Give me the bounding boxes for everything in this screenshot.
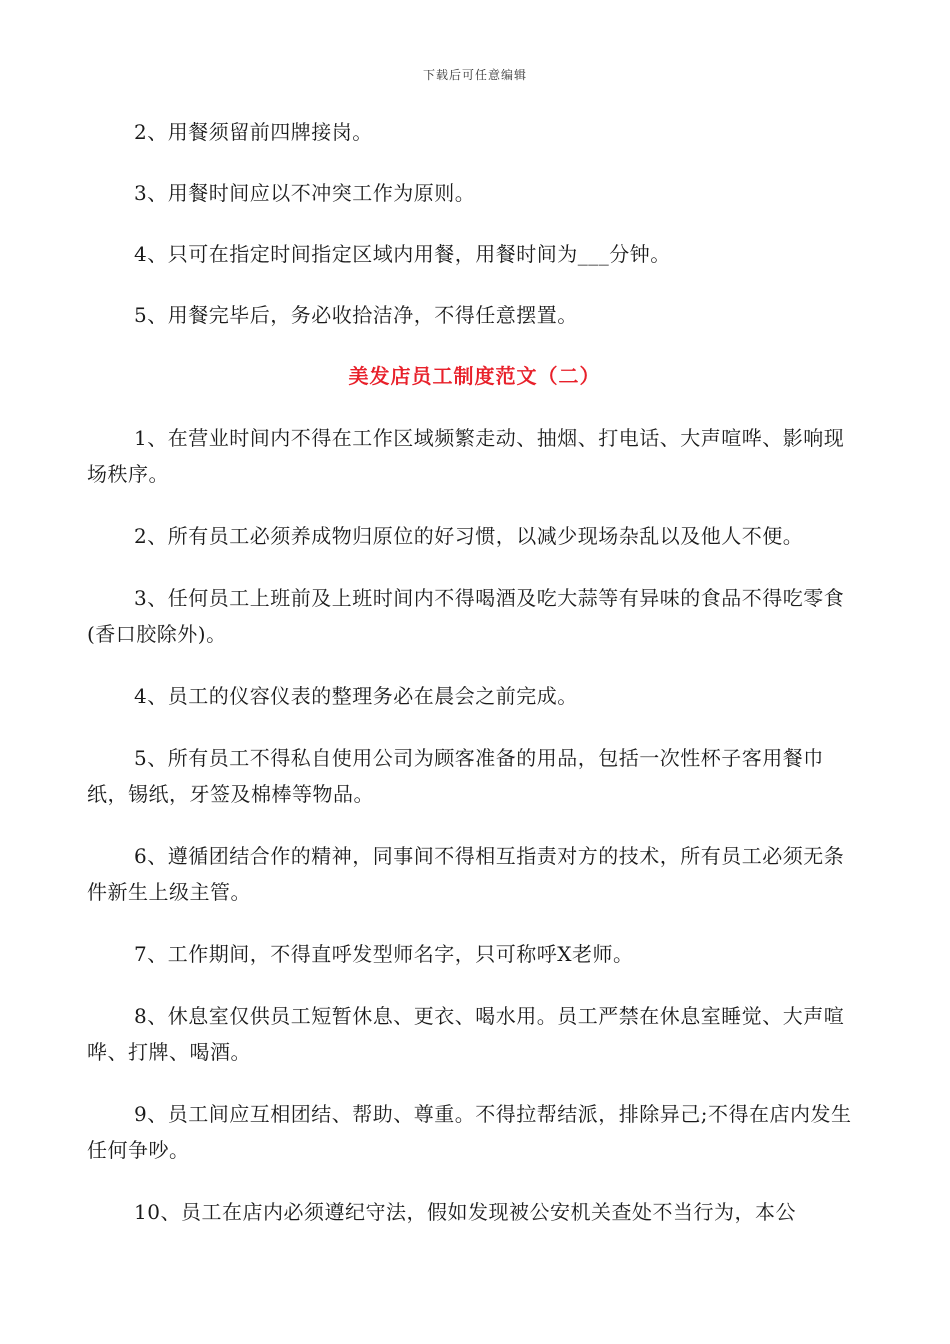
list-item: 3、任何员工上班前及上班时间内不得喝酒及吃大蒜等有异味的食品不得吃零食(香口胶除外)。: [87, 586, 845, 646]
list-item: 5、用餐完毕后，务必收拾洁净，不得任意摆置。: [134, 303, 578, 327]
list-item: 6、遵循团结合作的精神，同事间不得相互指责对方的技术，所有员工必须无条件新生上级主管。: [87, 844, 845, 904]
list-item: 8、休息室仅供员工短暂休息、更衣、喝水用。员工严禁在休息室睡觉、大声喧哗、打牌、喝酒。: [87, 1004, 845, 1064]
list-item: 1、在营业时间内不得在工作区域频繁走动、抽烟、打电话、大声喧哗、影响现场秩序。: [87, 426, 845, 486]
list-item: 9、员工间应互相团结、帮助、尊重。不得拉帮结派，排除异己;不得在店内发生任何争吵。: [87, 1102, 852, 1162]
document-body: [87, 114, 862, 1256]
rule-list-previous: [87, 114, 862, 333]
list-item: 2、所有员工必须养成物归原位的好习惯，以减少现场杂乱以及他人不便。: [134, 524, 804, 548]
list-item: 10、员工在店内必须遵纪守法，假如发现被公安机关查处不当行为，本公: [134, 1200, 796, 1224]
list-item: 5、所有员工不得私自使用公司为顾客准备的用品，包括一次性杯子客用餐巾纸，锡纸，牙签及棉棒等物品。: [87, 746, 824, 806]
list-item: 4、员工的仪容仪表的整理务必在晨会之前完成。: [134, 684, 578, 708]
list-item: 4、只可在指定时间指定区域内用餐，用餐时间为___分钟。: [134, 242, 671, 266]
list-item: 3、用餐时间应以不冲突工作为原则。: [134, 181, 476, 205]
list-item: 7、工作期间，不得直呼发型师名字，只可称呼X老师。: [134, 942, 634, 966]
page-header: 下载后可任意编辑: [422, 68, 527, 82]
section-title: 美发店员工制度范文（二）: [348, 364, 601, 388]
list-item: 2、用餐须留前四牌接岗。: [134, 120, 373, 144]
rule-list-section-two: [87, 420, 862, 1230]
